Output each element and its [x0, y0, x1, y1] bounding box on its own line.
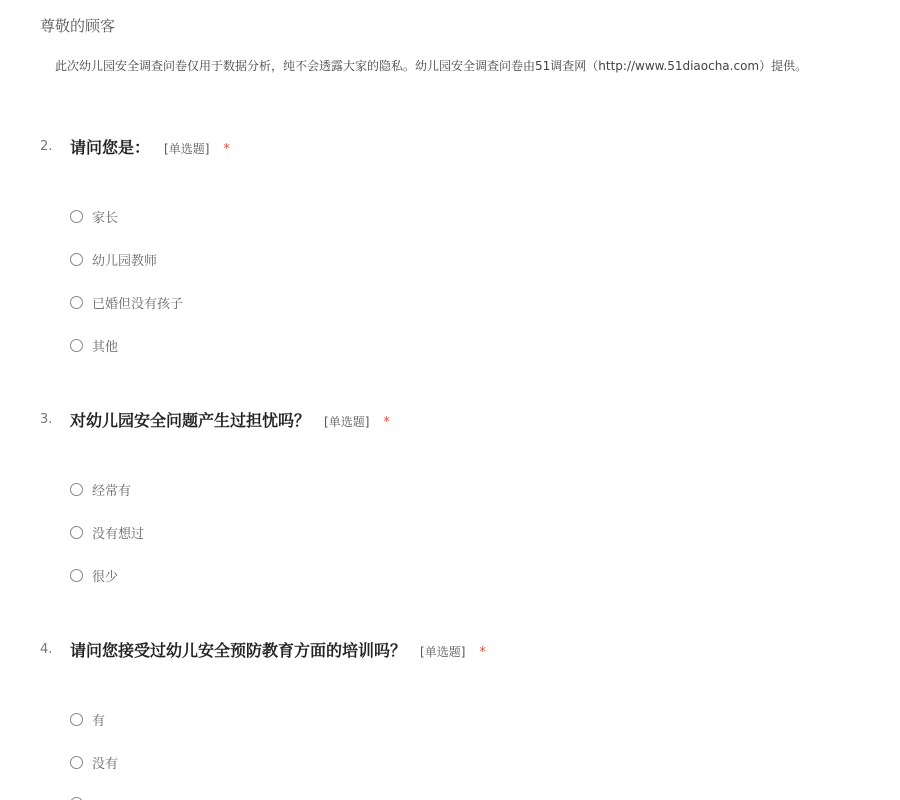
question-type-tag: [单选题]	[164, 142, 210, 156]
question-text	[70, 638, 486, 661]
option-radio[interactable]	[70, 205, 118, 227]
question-number: 2.	[40, 139, 53, 154]
required-marker: *	[383, 415, 390, 430]
question-text	[70, 135, 230, 158]
radio-circle-icon[interactable]	[70, 253, 83, 266]
radio-circle-icon[interactable]	[70, 339, 83, 352]
question-3	[40, 408, 860, 434]
radio-circle-icon[interactable]	[70, 526, 83, 539]
question-title	[40, 408, 860, 434]
option-label: 没有想过	[92, 526, 145, 542]
radio-circle-icon[interactable]	[70, 756, 83, 769]
option-radio[interactable]	[70, 248, 157, 270]
greeting-heading: 尊敬的顾客	[40, 17, 116, 35]
option-radio[interactable]	[70, 521, 144, 543]
option-radio[interactable]	[70, 334, 118, 356]
option-radio-partial[interactable]	[70, 792, 92, 800]
radio-circle-icon[interactable]	[70, 296, 83, 309]
question-label: 请问您接受过幼儿安全预防教育方面的培训吗？	[70, 641, 407, 660]
question-text	[70, 408, 390, 431]
question-label: 请问您是：	[70, 138, 151, 157]
option-label: 家长	[92, 210, 119, 226]
option-label: 没有	[92, 756, 119, 772]
question-2	[40, 135, 860, 161]
option-radio[interactable]	[70, 708, 105, 730]
option-radio[interactable]	[70, 751, 118, 773]
option-radio[interactable]	[70, 478, 131, 500]
question-number: 3.	[40, 412, 53, 427]
required-marker: *	[223, 142, 230, 157]
radio-circle-icon[interactable]	[70, 797, 83, 800]
radio-circle-icon[interactable]	[70, 483, 83, 496]
question-label: 对幼儿园安全问题产生过担忧吗？	[70, 411, 311, 430]
question-number: 4.	[40, 642, 53, 657]
radio-circle-icon[interactable]	[70, 713, 83, 726]
survey-intro-text: 此次幼儿园安全调查问卷仅用于数据分析，纯不会透露大家的隐私。幼儿园安全调查问卷由51调查网（http://www.51diaocha.com）提供。	[55, 59, 808, 73]
question-type-tag: [单选题]	[324, 415, 370, 429]
option-label: 其他	[92, 339, 119, 355]
question-title	[40, 638, 860, 664]
option-radio[interactable]	[70, 291, 183, 313]
question-title	[40, 135, 860, 161]
option-label: 幼儿园教师	[92, 253, 158, 269]
question-4	[40, 638, 860, 664]
option-label: 很少	[92, 569, 119, 585]
option-label: 有	[92, 713, 106, 729]
option-radio[interactable]	[70, 564, 118, 586]
radio-circle-icon[interactable]	[70, 210, 83, 223]
question-type-tag: [单选题]	[420, 645, 466, 659]
required-marker: *	[479, 645, 486, 660]
radio-circle-icon[interactable]	[70, 569, 83, 582]
option-label: 经常有	[92, 483, 132, 499]
option-label: 已婚但没有孩子	[92, 296, 184, 312]
